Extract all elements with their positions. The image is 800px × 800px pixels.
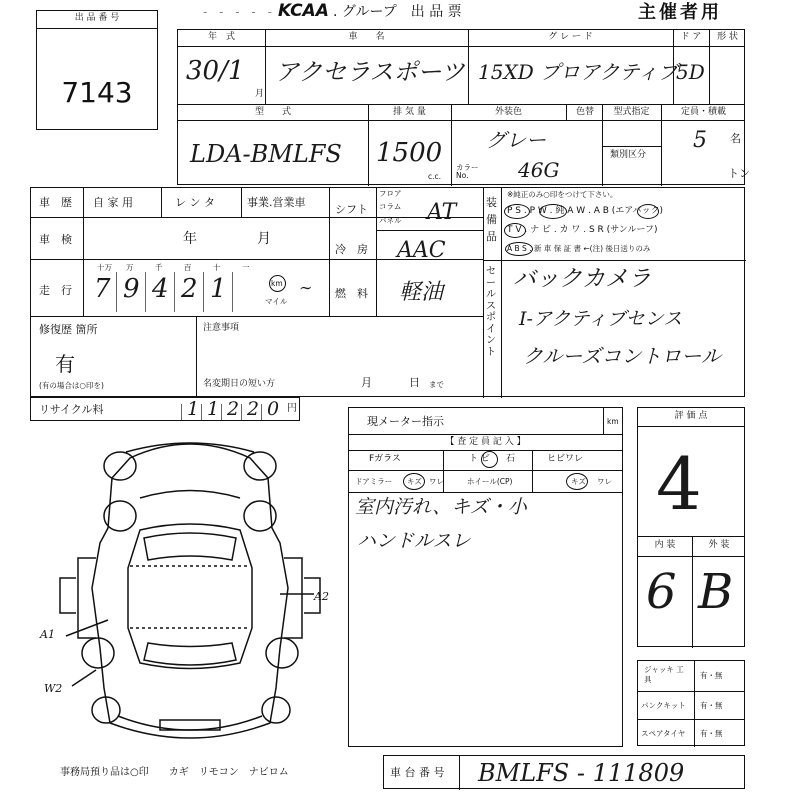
puncture-label: パンクキット <box>641 701 686 710</box>
business-use: 事業.営業車 <box>247 196 306 209</box>
cc-unit: c.c. <box>428 172 442 181</box>
model-year: 30/1 <box>186 56 245 86</box>
class-header: 類別区分 <box>610 150 647 160</box>
displacement: 1500 <box>376 138 443 168</box>
car-name: アクセラスポーツ <box>275 58 465 86</box>
mileage-digit-header: 百 <box>184 263 192 272</box>
sales-point-3: クルーズコントロール <box>523 344 721 368</box>
mileage-digit-header: 千 <box>155 263 163 272</box>
recycle-digit: 2 <box>247 398 260 420</box>
grade-label: 評 価 点 <box>674 411 708 421</box>
interior-grade: 6 <box>646 564 677 620</box>
vehicle-table <box>177 29 750 185</box>
chassis-number: BMLFS - 111809 <box>478 759 685 787</box>
history-label: 車 歴 <box>39 196 72 209</box>
fuel-label: 燃 料 <box>335 287 368 300</box>
color-number: 46G <box>518 158 560 182</box>
lot-label: 出 品 番 号 <box>74 13 120 23</box>
grade-box <box>637 407 745 647</box>
column-label: コラム <box>379 202 402 211</box>
overall-score: 4 <box>656 442 702 526</box>
ac-label: 冷 房 <box>335 243 368 256</box>
shape-header: 形 状 <box>717 32 738 42</box>
interior-header: 内 装 <box>654 540 676 550</box>
title-date-label: 名変期日の短い方 <box>203 379 276 389</box>
form-title: . グループ 出 品 票 <box>333 4 462 20</box>
inspector-header: 【 査 定 員 記 入 】 <box>445 437 526 447</box>
mirror-label: ドアミラー <box>355 477 393 486</box>
yen-unit: 円 <box>287 403 297 414</box>
repair-label: 修復歴 箇所 <box>39 323 98 336</box>
crack-label: ヒビワレ <box>547 454 584 464</box>
mirror-crack: ワレ <box>429 477 444 486</box>
lot-number-box <box>36 10 158 130</box>
rental-use: レ ン タ <box>175 196 215 209</box>
color-no-label: カラー No. <box>456 163 479 181</box>
sales-point-1: バックカメラ <box>513 266 651 292</box>
shaken-year: 年 <box>183 231 197 247</box>
year-unit: 月 <box>255 89 265 99</box>
km-unit: km <box>271 279 283 288</box>
equipment-note: ※純正のみ○印をつけて下さい。 <box>507 190 618 199</box>
meter-km: km <box>607 417 619 426</box>
color-header: 外装色 <box>494 107 522 117</box>
history-table: 車 歴 自 家 用 レ ン タ 事業.営業車 車 検 年 月 走 行 km マイル ∼ シフト フロア コラム パネル AT 冷 房 AAC 燃 料 軽油 装備品 ※純正のみ○印をつけて下さい。 P S . P W . 純 A W . A B (エアバック) T V . ナ ビ . カ ワ . S R (サンルーフ) A B S . 新 車 保 証 書 ←(注) 後日送りのみ セールスポイント バックカメラ I-アクティブセンス クルーズコントロール 修復歴 箇所 有 (有の場合は○印を) 注意事項 名変期日の短い方 月 日 まで 十万 万 千 百 十 一 7 9 4 2 1 <box>30 187 745 397</box>
equipment-label: 装備品 <box>486 196 497 244</box>
door-header: ド ア <box>680 32 702 42</box>
mark-a1: A1 <box>40 628 55 641</box>
door-count: 5D <box>676 60 705 84</box>
capacity-header: 定員・積載 <box>680 107 726 117</box>
shift-value: AT <box>427 200 457 225</box>
recycle-box <box>30 397 300 421</box>
mileage-digit-header: 一 <box>242 263 250 272</box>
capacity-unit: 名 <box>730 132 741 145</box>
meter-box <box>348 407 623 747</box>
ton-unit: トン <box>728 167 750 180</box>
recycle-label: リサイクル料 <box>39 403 104 416</box>
tobi-label: ト ビ <box>469 454 490 464</box>
f-glass-label: Fガラス <box>369 454 401 464</box>
jack-label: ジャッキ 工 具 <box>644 665 684 684</box>
mileage-digit: 4 <box>152 274 169 304</box>
equipment-row1: P S . P W . 純 A W . A B (エアバック) <box>507 206 664 216</box>
fuel-value: 軽油 <box>399 280 444 305</box>
cc-header: 排 気 量 <box>393 107 426 117</box>
model-header: 型 式 <box>254 107 291 117</box>
kcaa-logo: KCAA <box>278 1 329 21</box>
organizer-label: 主催者用 <box>638 2 722 23</box>
body-color: グレー <box>486 128 546 152</box>
spare-yesno: 有・無 <box>700 729 723 738</box>
shaken-label: 車 検 <box>39 233 72 246</box>
caution-label: 注意事項 <box>203 323 240 333</box>
mark-a2: A2 <box>314 590 329 603</box>
name-header: 車 名 <box>348 32 385 42</box>
car-damage-diagram <box>30 438 340 756</box>
mile-unit: マイル <box>265 297 288 306</box>
grade-header: グ レ ー ド <box>548 32 593 42</box>
recycle-digit: 2 <box>227 398 240 420</box>
sales-point-2: I-アクティブセンス <box>519 308 683 330</box>
mileage-label: 走 行 <box>39 284 72 297</box>
mileage-digit: 1 <box>210 274 227 304</box>
shaken-month: 月 <box>257 231 271 247</box>
exterior-grade: B <box>698 564 734 620</box>
office-items: 事務局預り品は○印 カギ リモコン ナビロム <box>60 767 289 778</box>
title-month: 月 <box>361 376 372 389</box>
spare-label: スペアタイヤ <box>641 729 686 738</box>
puncture-yesno: 有・無 <box>700 701 723 710</box>
repaint-header: 色替 <box>575 107 594 117</box>
ac-value: AAC <box>397 238 446 263</box>
panel-label: パネル <box>379 216 402 225</box>
car-grade: 15XD プロアクティブ <box>478 60 678 84</box>
mileage-digit: 2 <box>181 274 198 304</box>
repair-note: (有の場合は○印を) <box>39 381 104 390</box>
private-use: 自 家 用 <box>93 196 133 209</box>
tools-box <box>637 660 745 746</box>
title-day: 日 <box>409 376 420 389</box>
recycle-digit: 0 <box>267 398 280 420</box>
capacity-value: 5 <box>693 128 707 153</box>
recycle-digit: 1 <box>207 398 220 420</box>
mileage-digit-header: 万 <box>126 263 134 272</box>
wheel-label: ホイール(CP) <box>467 477 513 486</box>
jack-yesno: 有・無 <box>700 671 723 680</box>
mirror-scratch: キズ <box>407 477 422 486</box>
designation-header: 型式指定 <box>613 107 650 117</box>
year-header: 年 式 <box>207 32 235 42</box>
inspection-note-2: ハンドルスレ <box>357 530 471 552</box>
shift-label: シフト <box>335 203 368 216</box>
chassis-label: 車 台 番 号 <box>390 766 445 779</box>
equipment-row2: T V . ナ ビ . カ ワ . S R (サンルーフ) <box>507 225 658 235</box>
inspection-note-1: 室内汚れ、キズ・小 <box>355 496 527 518</box>
equipment-row3: A B S . 新 車 保 証 書 ←(注) 後日送りのみ <box>507 244 651 253</box>
exterior-header: 外 装 <box>708 540 730 550</box>
ishi-label: 石 <box>506 454 516 464</box>
repair-value: 有 <box>55 352 75 376</box>
wheel-scratch: キズ <box>571 477 586 486</box>
floor-label: フロア <box>379 189 402 198</box>
recycle-digit: 1 <box>187 398 200 420</box>
lot-number: 7143 <box>61 76 133 109</box>
wheel-crack: ワレ <box>597 477 612 486</box>
meter-label: 現メーター指示 <box>367 415 444 428</box>
mileage-digit-header: 十 <box>213 263 221 272</box>
chassis-box <box>383 755 745 789</box>
mark-w2: W2 <box>44 682 63 695</box>
model-code: LDA-BMLFS <box>190 140 342 168</box>
mileage-digit-header: 十万 <box>97 263 112 272</box>
sales-point-label: セールスポイント <box>486 266 496 358</box>
mileage-digit: 9 <box>123 274 140 304</box>
mileage-digit: 7 <box>94 274 111 304</box>
title-until: まで <box>429 380 444 389</box>
